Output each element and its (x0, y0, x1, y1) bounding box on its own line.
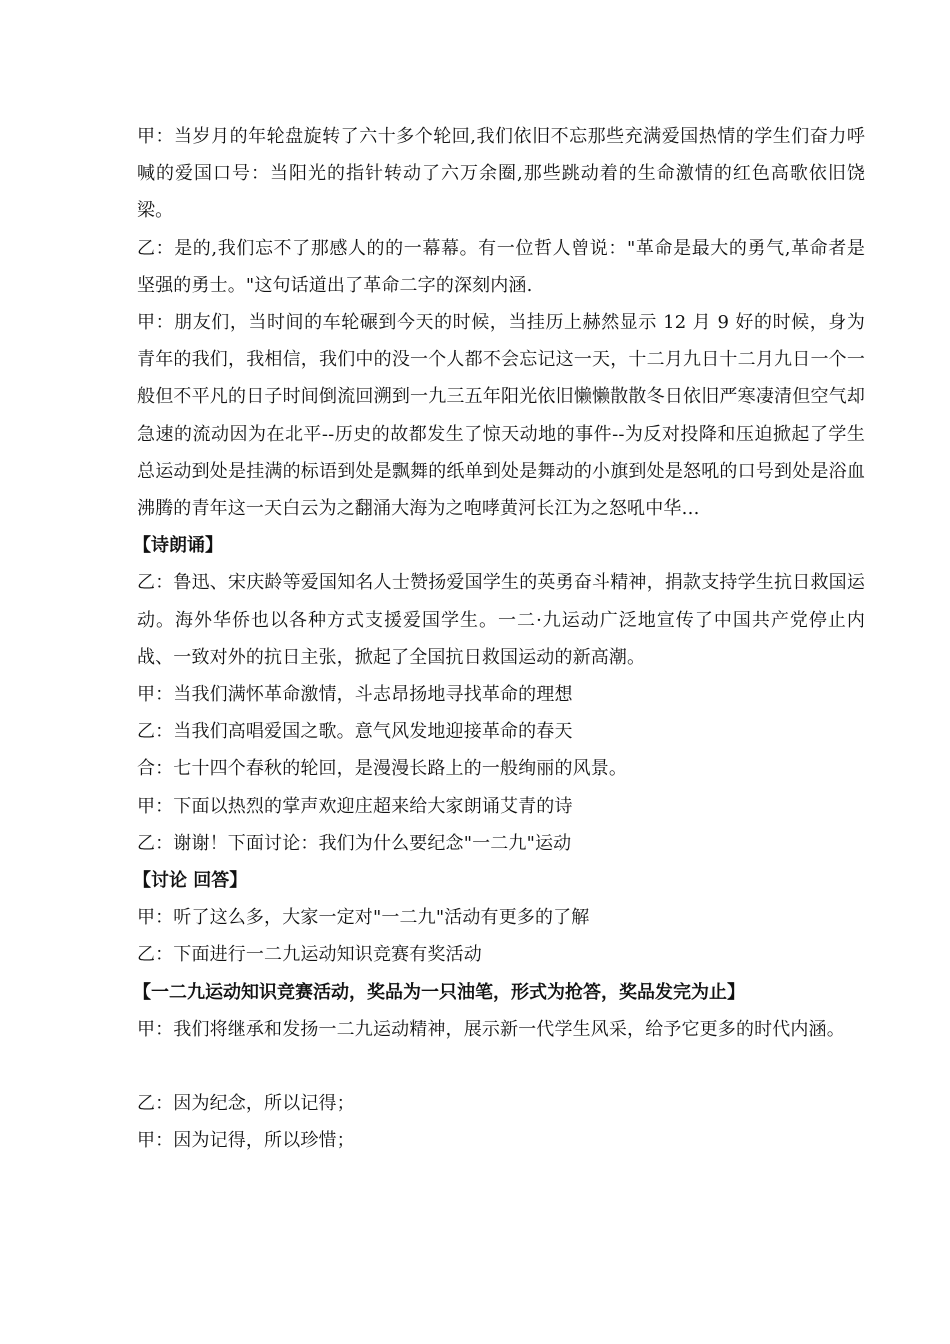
document-body (133, 118, 865, 1159)
paragraph-yi-2: 乙：鲁迅、宋庆龄等爱国知名人士赞扬爱国学生的英勇奋斗精神，捐款支持学生抗日救国运动。海外华侨也以各种方式支援爱国学生。一二·九运动广泛地宣传了中国共产党停止内战、一致对外的抗日主张，掀起了全国抗日救国运动的新高潮。 (137, 572, 865, 668)
paragraph-yi-3: 乙：当我们高唱爱国之歌。意气风发地迎接革命的春天 (137, 721, 573, 743)
paragraph-he-1: 合：七十四个春秋的轮回，是漫漫长路上的一般绚丽的风景。 (137, 758, 628, 780)
section-heading-discussion: 【讨论 回答】 (133, 870, 248, 892)
paragraph-jia-6: 甲：我们将继承和发扬一二九运动精神，展示新一代学生风采，给予它更多的时代内涵。 (137, 1018, 845, 1040)
paragraph-yi-1: 乙：是的,我们忘不了那感人的的一幕幕。有一位哲人曾说："革命是最大的勇气,革命者是坚强的勇士。"这句话道出了革命二字的深刻内涵. (137, 237, 865, 296)
paragraph-yi-4: 乙：谢谢！下面讨论：我们为什么要纪念"一二九"运动 (137, 832, 572, 854)
paragraph-jia-3: 甲：当我们满怀革命激情，斗志昂扬地寻找革命的理想 (137, 684, 573, 706)
paragraph-jia-2: 甲：朋友们，当时间的车轮碾到今天的时候，当挂历上赫然显示 12 月 9 好的时候，身为青年的我们，我相信，我们中的没一个人都不会忘记这一天，十二月九日十二月九日一个一般但不平凡的日子时间倒流回溯到一九三五年阳光依旧懒懒散散冬日依旧严寒凄清但空气却急速的流动因为在北平--历史的故都发生了惊天动地的事件--为反对投降和压迫掀起了学生总运动到处是挂满的标语到处是飘舞的纸单到处是舞动的小旗到处是怒吼的口号到处是浴血沸腾的青年这一天白云为之翻涌大海为之咆哮黄河长江为之怒吼中华… (137, 312, 865, 520)
paragraph-jia-1: 甲：当岁月的年轮盘旋转了六十多个轮回,我们依旧不忘那些充满爱国热情的学生们奋力呼喊的爱国口号：当阳光的指针转动了六万余圈,那些跳动着的生命激情的红色高歌依旧饶梁。 (137, 126, 865, 222)
paragraph-yi-6: 乙：因为纪念，所以记得； (137, 1093, 355, 1115)
paragraph-jia-5: 甲：听了这么多，大家一定对"一二九"活动有更多的了解 (137, 907, 590, 929)
paragraph-jia-4: 甲：下面以热烈的掌声欢迎庄超来给大家朗诵艾青的诗 (137, 795, 573, 817)
paragraph-yi-5: 乙：下面进行一二九运动知识竞赛有奖活动 (137, 944, 482, 966)
paragraph-jia-7: 甲：因为记得，所以珍惜； (137, 1130, 355, 1152)
section-heading-poem: 【诗朗诵】 (133, 535, 223, 557)
blank-line (137, 1048, 865, 1085)
section-heading-quiz: 【一二九运动知识竞赛活动，奖品为一只油笔，形式为抢答，奖品发完为止】 (133, 981, 745, 1003)
